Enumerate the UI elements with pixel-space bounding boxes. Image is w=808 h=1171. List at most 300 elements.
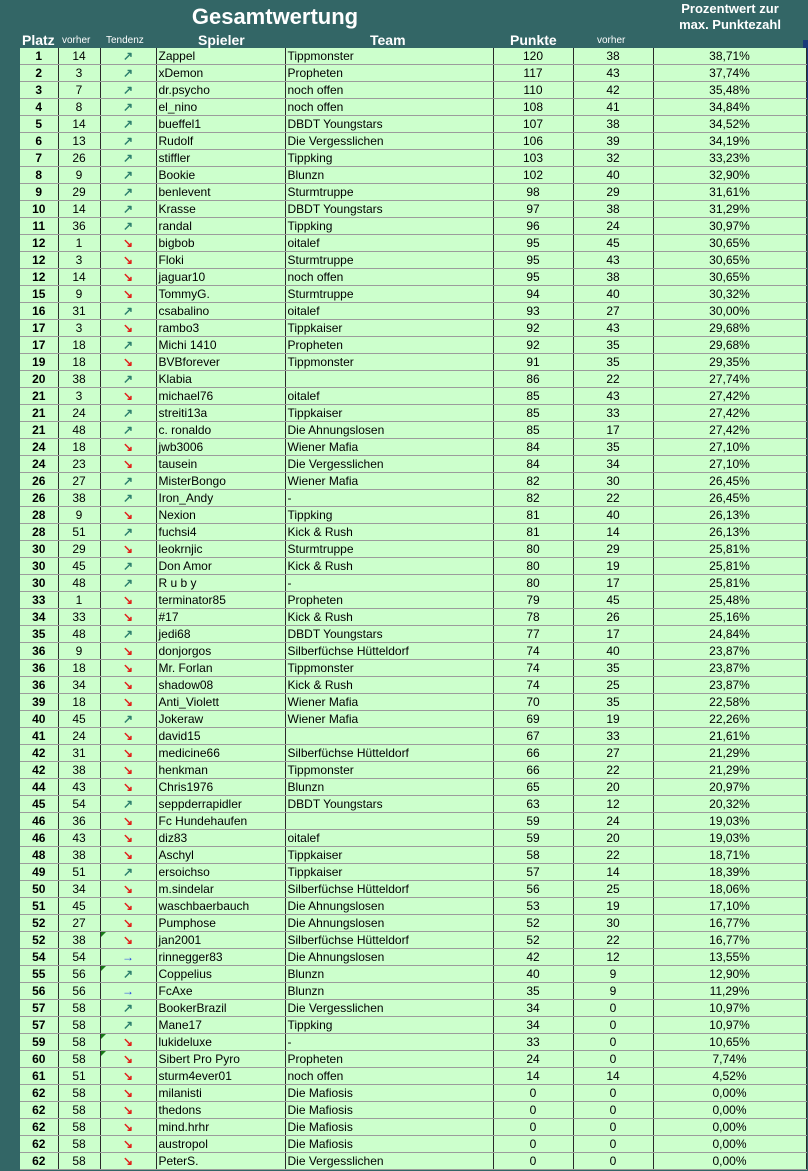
punkte-vorher-cell[interactable]: 17 [573, 626, 653, 643]
platz-cell[interactable]: 5 [20, 116, 58, 133]
vorher-cell[interactable]: 36 [58, 218, 100, 235]
punkte-vorher-cell[interactable]: 12 [573, 796, 653, 813]
punkte-vorher-cell[interactable]: 30 [573, 915, 653, 932]
team-cell[interactable]: Die Mafiosis [285, 1085, 493, 1102]
spieler-cell[interactable]: milanisti [156, 1085, 285, 1102]
punkte-cell[interactable]: 106 [493, 133, 573, 150]
table-row[interactable] [20, 133, 806, 150]
platz-cell[interactable]: 62 [20, 1119, 58, 1136]
vorher-cell[interactable]: 45 [58, 898, 100, 915]
spieler-cell[interactable]: jwb3006 [156, 439, 285, 456]
platz-cell[interactable]: 42 [20, 745, 58, 762]
spieler-cell[interactable]: henkman [156, 762, 285, 779]
platz-cell[interactable]: 45 [20, 796, 58, 813]
table-row[interactable] [20, 779, 806, 796]
punkte-vorher-cell[interactable]: 14 [573, 864, 653, 881]
prozent-cell[interactable]: 11,29% [653, 983, 806, 1000]
spieler-cell[interactable]: ersoichso [156, 864, 285, 881]
punkte-vorher-cell[interactable]: 40 [573, 507, 653, 524]
prozent-cell[interactable]: 25,81% [653, 558, 806, 575]
prozent-cell[interactable]: 10,65% [653, 1034, 806, 1051]
table-row[interactable] [20, 269, 806, 286]
prozent-cell[interactable]: 30,00% [653, 303, 806, 320]
team-cell[interactable]: Sturmtruppe [285, 184, 493, 201]
team-cell[interactable]: Propheten [285, 65, 493, 82]
vorher-cell[interactable]: 58 [58, 1000, 100, 1017]
spieler-cell[interactable]: stiffler [156, 150, 285, 167]
punkte-cell[interactable]: 24 [493, 1051, 573, 1068]
vorher-cell[interactable]: 1 [58, 235, 100, 252]
vorher-cell[interactable]: 51 [58, 524, 100, 541]
table-row[interactable] [20, 660, 806, 677]
spieler-cell[interactable]: Fc Hundehaufen [156, 813, 285, 830]
team-cell[interactable]: Silberfüchse Hütteldorf [285, 643, 493, 660]
punkte-vorher-cell[interactable]: 38 [573, 201, 653, 218]
table-row[interactable] [20, 626, 806, 643]
prozent-cell[interactable]: 25,48% [653, 592, 806, 609]
punkte-cell[interactable]: 70 [493, 694, 573, 711]
punkte-vorher-cell[interactable]: 0 [573, 1102, 653, 1119]
punkte-vorher-cell[interactable]: 0 [573, 1034, 653, 1051]
punkte-vorher-cell[interactable]: 0 [573, 1000, 653, 1017]
spieler-cell[interactable]: Floki [156, 252, 285, 269]
table-row[interactable] [20, 609, 806, 626]
platz-cell[interactable]: 56 [20, 983, 58, 1000]
platz-cell[interactable]: 30 [20, 558, 58, 575]
table-row[interactable] [20, 541, 806, 558]
platz-cell[interactable]: 52 [20, 932, 58, 949]
table-row[interactable] [20, 65, 806, 82]
punkte-cell[interactable]: 82 [493, 473, 573, 490]
team-cell[interactable]: Blunzn [285, 167, 493, 184]
spieler-cell[interactable]: Rudolf [156, 133, 285, 150]
prozent-cell[interactable]: 4,52% [653, 1068, 806, 1085]
platz-cell[interactable]: 21 [20, 405, 58, 422]
table-row[interactable] [20, 116, 806, 133]
vorher-cell[interactable]: 8 [58, 99, 100, 116]
spieler-cell[interactable]: benlevent [156, 184, 285, 201]
spieler-cell[interactable]: dr.psycho [156, 82, 285, 99]
prozent-cell[interactable]: 27,42% [653, 388, 806, 405]
platz-cell[interactable]: 57 [20, 1017, 58, 1034]
team-cell[interactable]: oitalef [285, 235, 493, 252]
punkte-cell[interactable]: 93 [493, 303, 573, 320]
spieler-cell[interactable]: sturm4ever01 [156, 1068, 285, 1085]
prozent-cell[interactable]: 16,77% [653, 915, 806, 932]
vorher-cell[interactable]: 29 [58, 541, 100, 558]
team-cell[interactable]: Die Mafiosis [285, 1102, 493, 1119]
punkte-vorher-cell[interactable]: 22 [573, 932, 653, 949]
punkte-vorher-cell[interactable]: 26 [573, 609, 653, 626]
prozent-cell[interactable]: 0,00% [653, 1119, 806, 1136]
platz-cell[interactable]: 40 [20, 711, 58, 728]
team-cell[interactable]: Sturmtruppe [285, 541, 493, 558]
punkte-vorher-cell[interactable]: 43 [573, 65, 653, 82]
punkte-cell[interactable]: 120 [493, 48, 573, 65]
punkte-cell[interactable]: 108 [493, 99, 573, 116]
table-row[interactable] [20, 1085, 806, 1102]
spieler-cell[interactable]: thedons [156, 1102, 285, 1119]
punkte-vorher-cell[interactable]: 40 [573, 286, 653, 303]
team-cell[interactable]: oitalef [285, 303, 493, 320]
table-row[interactable] [20, 354, 806, 371]
spieler-cell[interactable]: Krasse [156, 201, 285, 218]
platz-cell[interactable]: 26 [20, 473, 58, 490]
team-cell[interactable]: Propheten [285, 1051, 493, 1068]
vorher-cell[interactable]: 3 [58, 320, 100, 337]
spieler-cell[interactable]: R u b y [156, 575, 285, 592]
table-row[interactable] [20, 898, 806, 915]
platz-cell[interactable]: 36 [20, 660, 58, 677]
platz-cell[interactable]: 55 [20, 966, 58, 983]
punkte-vorher-cell[interactable]: 17 [573, 422, 653, 439]
platz-cell[interactable]: 51 [20, 898, 58, 915]
platz-cell[interactable]: 52 [20, 915, 58, 932]
prozent-cell[interactable]: 33,23% [653, 150, 806, 167]
punkte-cell[interactable]: 34 [493, 1000, 573, 1017]
spieler-cell[interactable]: Zappel [156, 48, 285, 65]
spieler-cell[interactable]: streiti13a [156, 405, 285, 422]
prozent-cell[interactable]: 16,77% [653, 932, 806, 949]
prozent-cell[interactable]: 26,13% [653, 524, 806, 541]
vorher-cell[interactable]: 58 [58, 1085, 100, 1102]
table-row[interactable] [20, 82, 806, 99]
punkte-vorher-cell[interactable]: 40 [573, 643, 653, 660]
table-row[interactable] [20, 456, 806, 473]
team-cell[interactable] [285, 813, 493, 830]
spieler-cell[interactable]: Sibert Pro Pyro [156, 1051, 285, 1068]
punkte-vorher-cell[interactable]: 19 [573, 711, 653, 728]
prozent-cell[interactable]: 21,29% [653, 745, 806, 762]
prozent-cell[interactable]: 26,13% [653, 507, 806, 524]
punkte-cell[interactable]: 92 [493, 320, 573, 337]
team-cell[interactable]: Silberfüchse Hütteldorf [285, 932, 493, 949]
platz-cell[interactable]: 62 [20, 1085, 58, 1102]
team-cell[interactable]: Die Ahnungslosen [285, 949, 493, 966]
table-row[interactable] [20, 949, 806, 966]
vorher-cell[interactable]: 54 [58, 796, 100, 813]
punkte-cell[interactable]: 59 [493, 813, 573, 830]
table-row[interactable] [20, 711, 806, 728]
prozent-cell[interactable]: 19,03% [653, 830, 806, 847]
prozent-cell[interactable]: 27,10% [653, 456, 806, 473]
punkte-vorher-cell[interactable]: 38 [573, 48, 653, 65]
platz-cell[interactable]: 24 [20, 456, 58, 473]
punkte-vorher-cell[interactable]: 19 [573, 898, 653, 915]
team-cell[interactable]: Tippking [285, 150, 493, 167]
table-row[interactable] [20, 184, 806, 201]
team-cell[interactable]: - [285, 575, 493, 592]
vorher-cell[interactable]: 58 [58, 1034, 100, 1051]
table-row[interactable] [20, 286, 806, 303]
team-cell[interactable]: noch offen [285, 269, 493, 286]
table-row[interactable] [20, 1136, 806, 1153]
punkte-vorher-cell[interactable]: 34 [573, 456, 653, 473]
punkte-cell[interactable]: 66 [493, 762, 573, 779]
vorher-cell[interactable]: 14 [58, 201, 100, 218]
vorher-cell[interactable]: 31 [58, 303, 100, 320]
punkte-vorher-cell[interactable]: 20 [573, 830, 653, 847]
spieler-cell[interactable]: bueffel1 [156, 116, 285, 133]
prozent-cell[interactable]: 23,87% [653, 660, 806, 677]
vorher-cell[interactable]: 18 [58, 354, 100, 371]
vorher-cell[interactable]: 14 [58, 48, 100, 65]
vorher-cell[interactable]: 18 [58, 660, 100, 677]
team-cell[interactable]: Tippmonster [285, 354, 493, 371]
table-row[interactable] [20, 337, 806, 354]
punkte-cell[interactable]: 98 [493, 184, 573, 201]
platz-cell[interactable]: 17 [20, 320, 58, 337]
vorher-cell[interactable]: 9 [58, 286, 100, 303]
team-cell[interactable]: Tippmonster [285, 660, 493, 677]
punkte-vorher-cell[interactable]: 0 [573, 1085, 653, 1102]
vorher-cell[interactable]: 56 [58, 983, 100, 1000]
platz-cell[interactable]: 59 [20, 1034, 58, 1051]
punkte-vorher-cell[interactable]: 25 [573, 677, 653, 694]
platz-cell[interactable]: 30 [20, 575, 58, 592]
team-cell[interactable]: Kick & Rush [285, 677, 493, 694]
table-row[interactable] [20, 167, 806, 184]
punkte-vorher-cell[interactable]: 43 [573, 320, 653, 337]
punkte-cell[interactable]: 14 [493, 1068, 573, 1085]
punkte-vorher-cell[interactable]: 9 [573, 966, 653, 983]
punkte-vorher-cell[interactable]: 0 [573, 1017, 653, 1034]
vorher-cell[interactable]: 38 [58, 847, 100, 864]
punkte-vorher-cell[interactable]: 43 [573, 252, 653, 269]
platz-cell[interactable]: 36 [20, 677, 58, 694]
spieler-cell[interactable]: lukideluxe [156, 1034, 285, 1051]
platz-cell[interactable]: 12 [20, 252, 58, 269]
team-cell[interactable]: Propheten [285, 592, 493, 609]
vorher-cell[interactable]: 3 [58, 388, 100, 405]
table-row[interactable] [20, 847, 806, 864]
prozent-cell[interactable]: 30,65% [653, 269, 806, 286]
vorher-cell[interactable]: 18 [58, 337, 100, 354]
table-row[interactable] [20, 388, 806, 405]
prozent-cell[interactable]: 25,16% [653, 609, 806, 626]
team-cell[interactable]: Tippking [285, 218, 493, 235]
platz-cell[interactable]: 62 [20, 1102, 58, 1119]
punkte-vorher-cell[interactable]: 22 [573, 847, 653, 864]
punkte-cell[interactable]: 86 [493, 371, 573, 388]
team-cell[interactable] [285, 371, 493, 388]
punkte-cell[interactable]: 85 [493, 388, 573, 405]
punkte-vorher-cell[interactable]: 27 [573, 303, 653, 320]
punkte-vorher-cell[interactable]: 22 [573, 490, 653, 507]
punkte-cell[interactable]: 66 [493, 745, 573, 762]
platz-cell[interactable]: 7 [20, 150, 58, 167]
punkte-cell[interactable]: 82 [493, 490, 573, 507]
spieler-cell[interactable]: Anti_Violett [156, 694, 285, 711]
punkte-cell[interactable]: 74 [493, 643, 573, 660]
punkte-vorher-cell[interactable]: 45 [573, 235, 653, 252]
punkte-vorher-cell[interactable]: 24 [573, 813, 653, 830]
table-row[interactable] [20, 235, 806, 252]
spieler-cell[interactable]: Jokeraw [156, 711, 285, 728]
prozent-cell[interactable]: 30,65% [653, 235, 806, 252]
punkte-cell[interactable]: 74 [493, 677, 573, 694]
platz-cell[interactable]: 21 [20, 422, 58, 439]
team-cell[interactable]: oitalef [285, 388, 493, 405]
punkte-cell[interactable]: 0 [493, 1136, 573, 1153]
prozent-cell[interactable]: 29,68% [653, 337, 806, 354]
punkte-vorher-cell[interactable]: 17 [573, 575, 653, 592]
spieler-cell[interactable]: medicine66 [156, 745, 285, 762]
spieler-cell[interactable]: c. ronaldo [156, 422, 285, 439]
team-cell[interactable]: Die Ahnungslosen [285, 422, 493, 439]
platz-cell[interactable]: 12 [20, 269, 58, 286]
platz-cell[interactable]: 50 [20, 881, 58, 898]
punkte-vorher-cell[interactable]: 45 [573, 592, 653, 609]
team-cell[interactable]: Wiener Mafia [285, 711, 493, 728]
spieler-cell[interactable]: michael76 [156, 388, 285, 405]
prozent-cell[interactable]: 24,84% [653, 626, 806, 643]
prozent-cell[interactable]: 7,74% [653, 1051, 806, 1068]
team-cell[interactable]: - [285, 1034, 493, 1051]
spieler-cell[interactable]: Michi 1410 [156, 337, 285, 354]
platz-cell[interactable]: 62 [20, 1153, 58, 1170]
platz-cell[interactable]: 42 [20, 762, 58, 779]
prozent-cell[interactable]: 30,65% [653, 252, 806, 269]
platz-cell[interactable]: 46 [20, 830, 58, 847]
punkte-cell[interactable]: 80 [493, 575, 573, 592]
punkte-cell[interactable]: 56 [493, 881, 573, 898]
vorher-cell[interactable]: 33 [58, 609, 100, 626]
platz-cell[interactable]: 62 [20, 1136, 58, 1153]
spieler-cell[interactable]: Coppelius [156, 966, 285, 983]
spieler-cell[interactable]: TommyG. [156, 286, 285, 303]
punkte-vorher-cell[interactable]: 40 [573, 167, 653, 184]
table-row[interactable] [20, 303, 806, 320]
table-row[interactable] [20, 915, 806, 932]
platz-cell[interactable]: 60 [20, 1051, 58, 1068]
punkte-cell[interactable]: 57 [493, 864, 573, 881]
vorher-cell[interactable]: 51 [58, 864, 100, 881]
prozent-cell[interactable]: 27,10% [653, 439, 806, 456]
vorher-cell[interactable]: 54 [58, 949, 100, 966]
punkte-cell[interactable]: 35 [493, 983, 573, 1000]
platz-cell[interactable]: 49 [20, 864, 58, 881]
platz-cell[interactable]: 39 [20, 694, 58, 711]
vorher-cell[interactable]: 13 [58, 133, 100, 150]
table-row[interactable] [20, 1051, 806, 1068]
team-cell[interactable]: Tippkaiser [285, 405, 493, 422]
prozent-cell[interactable]: 32,90% [653, 167, 806, 184]
platz-cell[interactable]: 57 [20, 1000, 58, 1017]
punkte-cell[interactable]: 34 [493, 1017, 573, 1034]
prozent-cell[interactable]: 30,32% [653, 286, 806, 303]
prozent-cell[interactable]: 31,61% [653, 184, 806, 201]
spieler-cell[interactable]: mind.hrhr [156, 1119, 285, 1136]
prozent-cell[interactable]: 25,81% [653, 541, 806, 558]
table-row[interactable] [20, 762, 806, 779]
spieler-cell[interactable]: PeterS. [156, 1153, 285, 1170]
platz-cell[interactable]: 36 [20, 643, 58, 660]
prozent-cell[interactable]: 10,97% [653, 1000, 806, 1017]
punkte-vorher-cell[interactable]: 35 [573, 694, 653, 711]
spieler-cell[interactable]: shadow08 [156, 677, 285, 694]
vorher-cell[interactable]: 36 [58, 813, 100, 830]
team-cell[interactable]: DBDT Youngstars [285, 201, 493, 218]
prozent-cell[interactable]: 34,19% [653, 133, 806, 150]
punkte-vorher-cell[interactable]: 32 [573, 150, 653, 167]
vorher-cell[interactable]: 38 [58, 762, 100, 779]
spieler-cell[interactable]: Aschyl [156, 847, 285, 864]
vorher-cell[interactable]: 38 [58, 371, 100, 388]
punkte-cell[interactable]: 74 [493, 660, 573, 677]
platz-cell[interactable]: 11 [20, 218, 58, 235]
punkte-vorher-cell[interactable]: 22 [573, 762, 653, 779]
prozent-cell[interactable]: 19,03% [653, 813, 806, 830]
vorher-cell[interactable]: 48 [58, 422, 100, 439]
platz-cell[interactable]: 24 [20, 439, 58, 456]
vorher-cell[interactable]: 58 [58, 1119, 100, 1136]
punkte-vorher-cell[interactable]: 35 [573, 660, 653, 677]
punkte-vorher-cell[interactable]: 29 [573, 184, 653, 201]
vorher-cell[interactable]: 26 [58, 150, 100, 167]
platz-cell[interactable]: 16 [20, 303, 58, 320]
punkte-cell[interactable]: 95 [493, 235, 573, 252]
punkte-cell[interactable]: 81 [493, 524, 573, 541]
team-cell[interactable]: Die Ahnungslosen [285, 915, 493, 932]
prozent-cell[interactable]: 0,00% [653, 1136, 806, 1153]
prozent-cell[interactable]: 29,35% [653, 354, 806, 371]
punkte-vorher-cell[interactable]: 12 [573, 949, 653, 966]
prozent-cell[interactable]: 13,55% [653, 949, 806, 966]
prozent-cell[interactable]: 27,42% [653, 422, 806, 439]
punkte-vorher-cell[interactable]: 0 [573, 1136, 653, 1153]
vorher-cell[interactable]: 34 [58, 677, 100, 694]
table-row[interactable] [20, 966, 806, 983]
team-cell[interactable]: Sturmtruppe [285, 252, 493, 269]
punkte-vorher-cell[interactable]: 14 [573, 1068, 653, 1085]
platz-cell[interactable]: 8 [20, 167, 58, 184]
team-cell[interactable]: Wiener Mafia [285, 473, 493, 490]
punkte-vorher-cell[interactable]: 0 [573, 1153, 653, 1170]
platz-cell[interactable]: 10 [20, 201, 58, 218]
punkte-cell[interactable]: 80 [493, 558, 573, 575]
prozent-cell[interactable]: 18,71% [653, 847, 806, 864]
punkte-cell[interactable]: 67 [493, 728, 573, 745]
spieler-cell[interactable]: FcAxe [156, 983, 285, 1000]
table-row[interactable] [20, 1102, 806, 1119]
vorher-cell[interactable]: 58 [58, 1102, 100, 1119]
punkte-cell[interactable]: 59 [493, 830, 573, 847]
spieler-cell[interactable]: david15 [156, 728, 285, 745]
punkte-cell[interactable]: 102 [493, 167, 573, 184]
spieler-cell[interactable]: waschbaerbauch [156, 898, 285, 915]
prozent-cell[interactable]: 27,42% [653, 405, 806, 422]
punkte-cell[interactable]: 52 [493, 932, 573, 949]
platz-cell[interactable]: 20 [20, 371, 58, 388]
platz-cell[interactable]: 6 [20, 133, 58, 150]
vorher-cell[interactable]: 43 [58, 779, 100, 796]
prozent-cell[interactable]: 23,87% [653, 643, 806, 660]
punkte-cell[interactable]: 65 [493, 779, 573, 796]
vorher-cell[interactable]: 43 [58, 830, 100, 847]
prozent-cell[interactable]: 22,58% [653, 694, 806, 711]
spieler-cell[interactable]: Nexion [156, 507, 285, 524]
platz-cell[interactable]: 28 [20, 524, 58, 541]
spieler-cell[interactable]: xDemon [156, 65, 285, 82]
punkte-vorher-cell[interactable]: 42 [573, 82, 653, 99]
spieler-cell[interactable]: BVBforever [156, 354, 285, 371]
platz-cell[interactable]: 30 [20, 541, 58, 558]
punkte-vorher-cell[interactable]: 29 [573, 541, 653, 558]
punkte-vorher-cell[interactable]: 0 [573, 1051, 653, 1068]
platz-cell[interactable]: 4 [20, 99, 58, 116]
table-row[interactable] [20, 1068, 806, 1085]
